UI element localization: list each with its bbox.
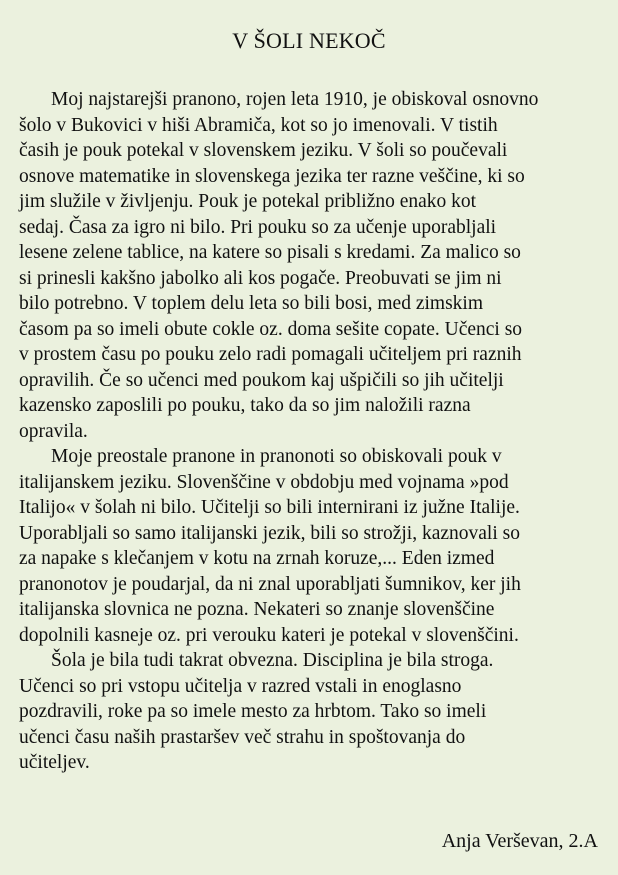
text-line: bilo potrebno. V toplem delu leta so bili bosi, med zimskim (19, 293, 483, 314)
text-line: kazensko zaposlili po pouku, tako da so jim naložili razna (19, 395, 471, 416)
text-line: šolo v Bukovici v hiši Abramiča, kot so jo imenovali. V tistih (19, 114, 498, 136)
text-line: Italijo« v šolah ni bilo. Učitelji so bili internirani iz južne Italije. (19, 497, 520, 518)
text-line: Moje preostale pranone in pranonoti so obiskovali pouk v (51, 446, 502, 467)
text-line: za napake s klečanjem v kotu na zrnah koruze,... Eden izmed (19, 548, 495, 569)
text-line: osnove matematike in slovenskega jezika ter razne veščine, ki so (19, 165, 525, 187)
text-line: Moj najstarejši pranono, rojen leta 1910, je obiskoval osnovno (51, 89, 539, 110)
text-line: učiteljev. (19, 752, 90, 773)
text-line: pozdravili, roke pa so imele mesto za hrbtom. Tako so imeli (19, 701, 487, 722)
text-line: opravilih. Če so učenci med poukom kaj ušpičili so jih učitelji (19, 369, 504, 391)
text-line: Šola je bila tudi takrat obvezna. Disciplina je bila stroga. (51, 650, 494, 671)
text-line: si prinesli kakšno jabolko ali kos pogače. Preobuvati se jim ni (19, 267, 502, 289)
text-line: opravila. (19, 420, 88, 442)
text-line: jim služile v življenju. Pouk je potekal približno enako kot (19, 191, 477, 212)
author-signature: Anja Verševan, 2.A (441, 830, 598, 852)
paragraph-2 (19, 444, 603, 648)
paragraph-3 (19, 648, 603, 776)
text-line: italijanskem jeziku. Slovenščine v obdobju med vojnama »pod (19, 471, 509, 493)
text-line: časih je pouk potekal v slovenskem jeziku. V šoli so poučevali (19, 140, 508, 161)
text-line: pranonotov je poudarjal, da ni znal uporabljati šumnikov, ker jih (19, 573, 521, 595)
text-line: v prostem času po pouku zelo radi pomagali učiteljem pri raznih (19, 344, 522, 365)
text-line: sedaj. Časa za igro ni bilo. Pri pouku so za učenje uporabljali (19, 216, 497, 238)
document-body (19, 87, 603, 776)
document-title: V ŠOLI NEKOČ (232, 28, 386, 53)
text-line: časom pa so imeli obute cokle oz. doma sešite copate. Učenci so (19, 318, 523, 340)
paragraph-1 (19, 87, 603, 444)
text-line: Učenci so pri vstopu učitelja v razred vstali in enoglasno (19, 675, 462, 697)
text-line: dopolnili kasneje oz. pri verouku kateri je potekal v slovenščini. (19, 624, 519, 646)
text-line: lesene zelene tablice, na katere so pisali s kredami. Za malico so (19, 242, 521, 263)
text-line: Uporabljali so samo italijanski jezik, bili so strožji, kaznovali so (19, 522, 520, 544)
text-line: italijanska slovnica ne pozna. Nekateri so znanje slovenščine (19, 599, 495, 620)
text-line: učenci času naših prastaršev več strahu in spoštovanja do (19, 726, 466, 748)
